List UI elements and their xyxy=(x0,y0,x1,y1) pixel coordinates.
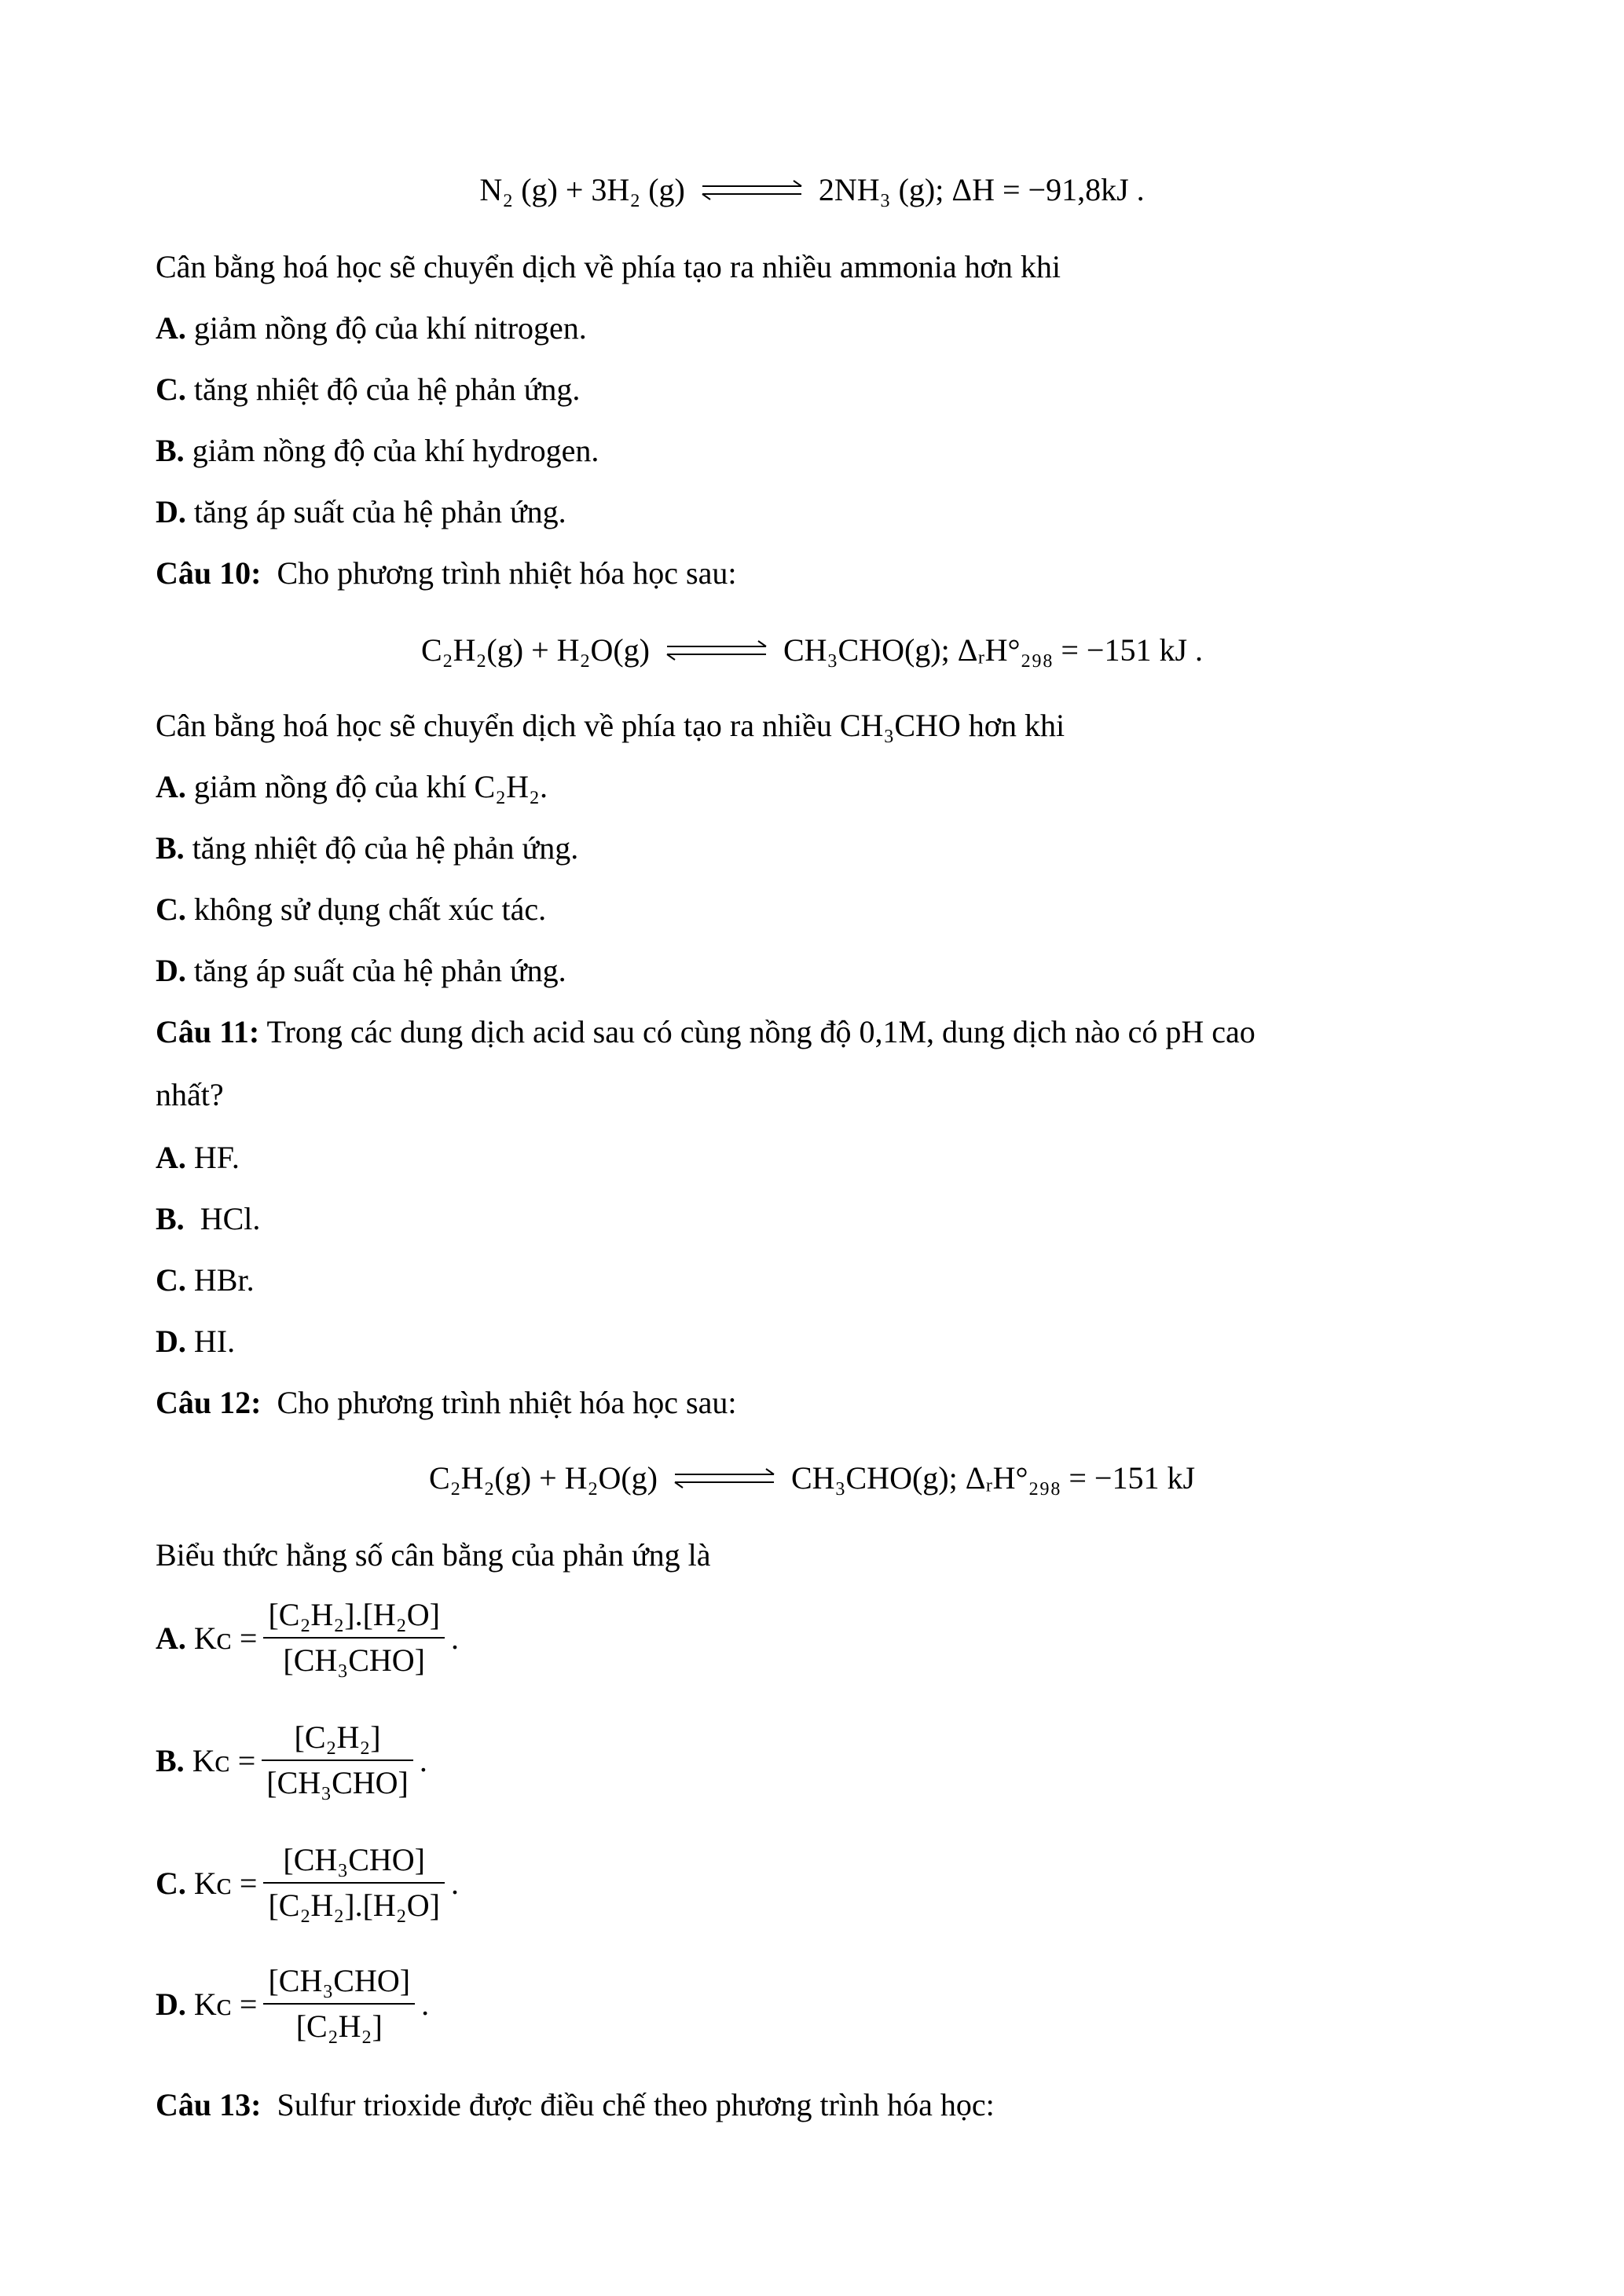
question-10: Câu 10: Cho phương trình nhiệt hóa học sau: xyxy=(156,555,737,591)
equation-rhs: 2NH₃ (g); ΔH = −91,8kJ . xyxy=(818,172,1145,207)
option-a: A. Kᴄ = $\frac{\text{[C₂H₂].[H₂O]}}{\text{[CH₃CHO]}}$ . xyxy=(156,1597,459,1678)
option-b: B. giảm nồng độ của khí hydrogen. xyxy=(156,433,599,468)
option-a: A. giảm nồng độ của khí nitrogen. xyxy=(156,310,587,346)
fraction: $\frac{\text{[CH₃CHO]}}{\text{[C₂H₂].[H₂O]}}$ xyxy=(263,1841,444,1924)
question-stem: Cân bằng hoá học sẽ chuyển dịch về phía tạo ra nhiều ammonia hơn khi xyxy=(156,249,1061,284)
option-c: C. tăng nhiệt độ của hệ phản ứng. xyxy=(156,372,581,407)
question-11: Câu 11: Trong các dung dịch acid sau có cùng nồng độ 0,1M, dung dịch nào có pH cao xyxy=(156,1014,1256,1049)
option-d: D. tăng áp suất của hệ phản ứng. xyxy=(156,494,566,529)
option-d: D. Kᴄ = $\frac{\text{[CH₃CHO]}}{\text{[C₂H₂]}}$ . xyxy=(156,1963,430,2044)
equilibrium-arrow-icon xyxy=(665,1462,783,1493)
kc-symbol: Kᴄ = xyxy=(192,1742,256,1778)
kc-symbol: Kᴄ = xyxy=(193,1620,258,1656)
equilibrium-arrow-icon xyxy=(658,634,775,665)
question-11-cont: nhất? xyxy=(156,1077,224,1112)
option-b: B. tăng nhiệt độ của hệ phản ứng. xyxy=(156,830,579,866)
option-c: C. HBr. xyxy=(156,1262,255,1298)
kc-symbol: Kᴄ = xyxy=(193,1986,258,2022)
option-b: B. Kᴄ = $\frac{\text{[C₂H₂]}}{\text{[CH₃CHO]}}$ . xyxy=(156,1719,427,1800)
equation-q10: C₂H₂(g) + H₂O(g) CH₃CHO(g); ΔᵣH°₂₉₈ = −151 kJ . xyxy=(420,632,1204,668)
fraction: $\frac{\text{[C₂H₂].[H₂O]}}{\text{[CH₃CHO]}}$ xyxy=(263,1596,444,1679)
question-stem: Biểu thức hằng số cân bằng của phản ứng là xyxy=(156,1537,711,1573)
option-a: A. HF. xyxy=(156,1140,240,1175)
fraction: $\frac{\text{[C₂H₂]}}{\text{[CH₃CHO]}}$ xyxy=(262,1719,413,1802)
question-13: Câu 13: Sulfur trioxide được điều chế theo phương trình hóa học: xyxy=(156,2087,995,2122)
question-12: Câu 12: Cho phương trình nhiệt hóa học sau: xyxy=(156,1385,737,1420)
option-c: C. Kᴄ = $\frac{\text{[CH₃CHO]}}{\text{[C₂H₂].[H₂O]}}$ . xyxy=(156,1842,459,1923)
equilibrium-arrow-icon xyxy=(693,174,811,205)
question-stem: Cân bằng hoá học sẽ chuyển dịch về phía tạo ra nhiều CH₃CHO hơn khi xyxy=(156,708,1065,743)
fraction: $\frac{\text{[CH₃CHO]}}{\text{[C₂H₂]}}$ xyxy=(263,1962,415,2045)
equation-lhs: N₂ (g) + 3H₂ (g) xyxy=(479,172,685,207)
kc-symbol: Kᴄ = xyxy=(193,1865,258,1901)
option-a: A. giảm nồng độ của khí C₂H₂. xyxy=(156,769,548,804)
option-b: B. HCl. xyxy=(156,1201,261,1236)
option-c: C. không sử dụng chất xúc tác. xyxy=(156,892,547,927)
option-d: D. HI. xyxy=(156,1324,236,1359)
equation-ammonia xyxy=(0,171,1624,209)
equation-q12: C₂H₂(g) + H₂O(g) CH₃CHO(g); ΔᵣH°₂₉₈ = −151 kJ xyxy=(428,1460,1196,1496)
option-d: D. tăng áp suất của hệ phản ứng. xyxy=(156,953,566,988)
